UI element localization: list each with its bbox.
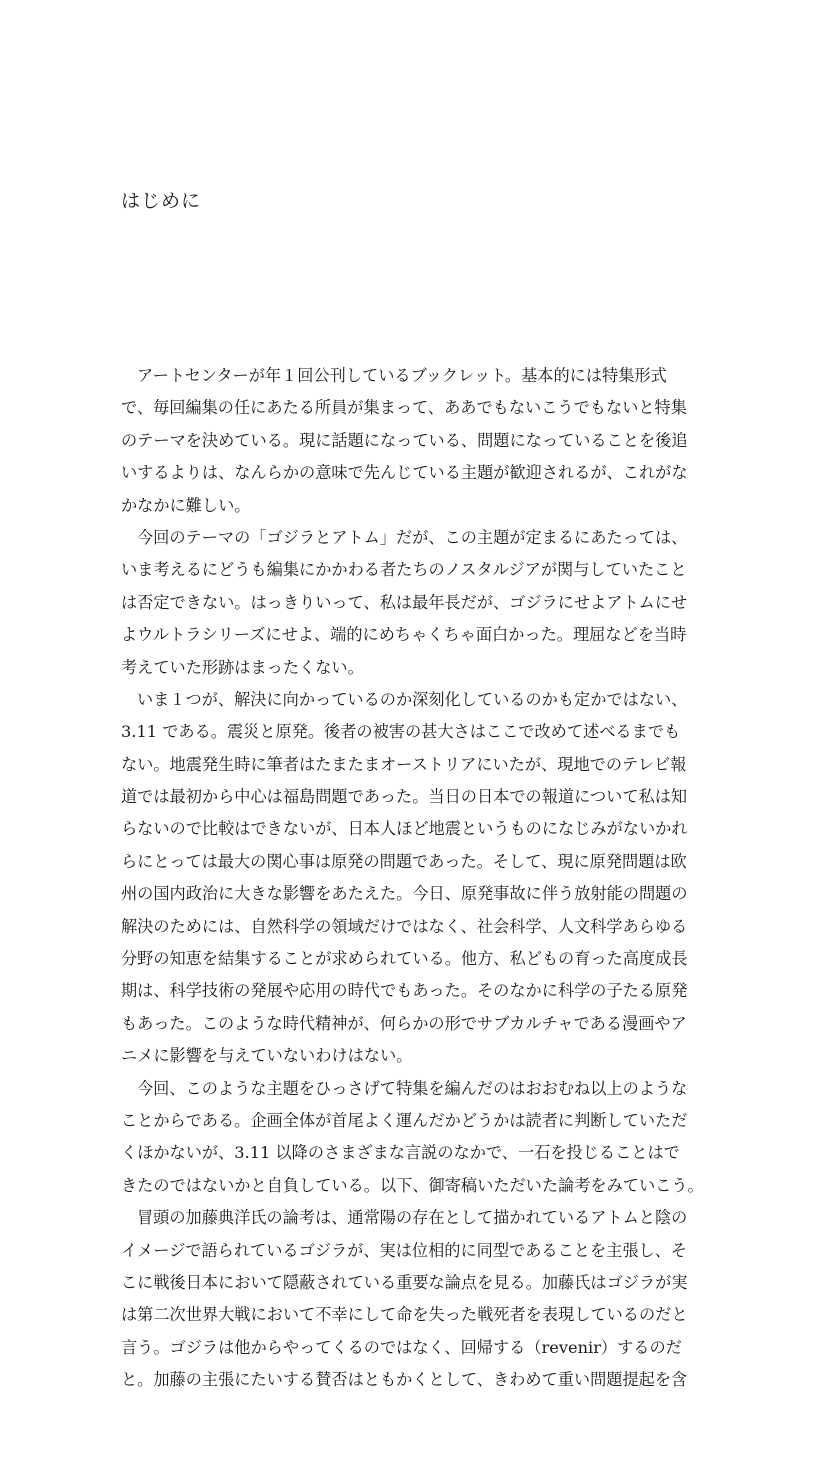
text-line: よウルトラシリーズにせよ、端的にめちゃくちゃ面白かった。理屈などを当時 <box>121 625 687 645</box>
text-line: ことからである。企画全体が首尾よく運んだかどうかは読者に判断していただ <box>121 1110 688 1130</box>
text-line: 考えていた形跡はまったくない。 <box>121 657 364 677</box>
text-line: らないので比較はできないが、日本人ほど地震というものになじみがないかれ <box>121 819 688 839</box>
text-line: かなかに難しい。 <box>121 495 251 515</box>
text-line: いま１つが、解決に向かっているのか深刻化しているのかも定かではない、 <box>137 689 688 709</box>
text-line: ない。地震発生時に筆者はたまたまオーストリアにいたが、現地でのテレビ報 <box>121 754 687 774</box>
page-title: はじめに <box>121 190 202 212</box>
text-line: アートセンターが年１回公刊しているブックレット。基本的には特集形式 <box>137 366 667 385</box>
text-line: 州の国内政治に大きな影響をあたえた。今日、原発事故に伴う放射能の問題の <box>121 884 688 904</box>
text-line: いするよりは、なんらかの意味で先んじている主題が歓迎されるが、これがな <box>121 463 688 483</box>
text-line: 今回、このような主題をひっさげて特集を編んだのはおおむね以上のような <box>137 1078 688 1098</box>
text-line: 今回のテーマの「ゴジラとアトム」だが、この主題が定まるにあたっては、 <box>137 527 688 547</box>
text-line: 分野の知恵を結集することが求められている。他方、私どもの育った高度成長 <box>121 949 688 969</box>
text-line: ニメに影響を与えていないわけはない。 <box>121 1046 413 1066</box>
text-line: いま考えるにどうも編集にかかわる者たちのノスタルジアが関与していたこと <box>121 560 687 580</box>
text-line: と。加藤の主張にたいする賛否はともかくとして、きわめて重い問題提起を含 <box>121 1370 688 1390</box>
text-line: は第二次世界大戦において不幸にして命を失った戦死者を表現しているのだと <box>121 1305 688 1325</box>
text-line: もあった。このような時代精神が、何らかの形でサブカルチャである漫画やア <box>121 1013 687 1033</box>
text-line: イメージで語られているゴジラが、実は位相的に同型であることを主張し、そ <box>121 1240 688 1260</box>
text-line: 期は、科学技術の発展や応用の時代でもあった。そのなかに科学の子たる原発 <box>121 981 688 1001</box>
text-line: 解決のためには、自然科学の領域だけではなく、社会科学、人文科学あらゆる <box>121 916 688 936</box>
text-line: こに戦後日本において隠蔽されている重要な論点を見る。加藤氏はゴジラが実 <box>121 1272 688 1292</box>
text-line: くほかないが、3.11 以降のさまざまな言説のなかで、一石を投じることはで <box>121 1143 680 1163</box>
text-line: は否定できない。はっきりいって、私は最年長だが、ゴジラにせよアトムにせ <box>121 592 688 612</box>
text-line: きたのではないかと自負している。以下、御寄稿いただいた論考をみていこう。 <box>121 1175 704 1195</box>
text-line: 言う。ゴジラは他からやってくるのではなく、回帰する（revenir）するのだ <box>121 1337 682 1357</box>
body-text <box>121 360 706 1397</box>
text-line: で、毎回編集の任にあたる所員が集まって、ああでもないこうでもないと特集 <box>121 398 687 418</box>
text-line: 冒頭の加藤典洋氏の論考は、通常陽の存在として描かれているアトムと陰の <box>137 1208 688 1228</box>
text-line: 3.11 である。震災と原発。後者の被害の甚大さはここで改めて述べるまでも <box>121 722 681 742</box>
text-line: のテーマを決めている。現に話題になっている、問題になっていることを後追 <box>121 430 688 450</box>
text-line: 道では最初から中心は福島問題であった。当日の日本での報道について私は知 <box>121 787 688 807</box>
text-line: らにとっては最大の関心事は原発の問題であった。そして、現に原発問題は欧 <box>121 851 687 871</box>
